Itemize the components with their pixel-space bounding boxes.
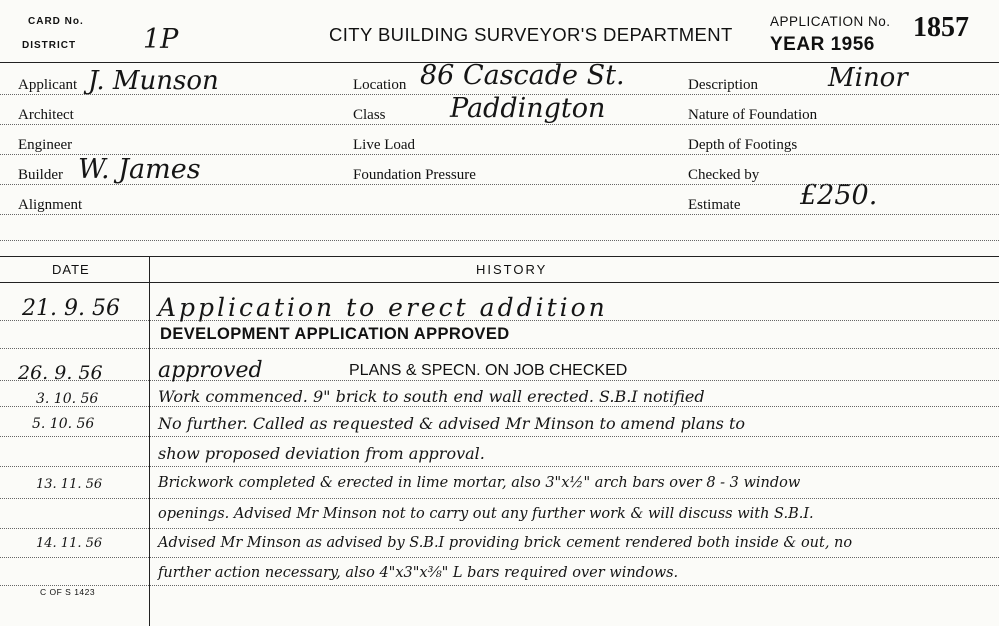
row-7-text: show proposed deviation from approval. xyxy=(158,444,485,463)
year-label: YEAR 1956 xyxy=(770,34,875,55)
description-value: Minor xyxy=(828,63,908,93)
engineer-label: Engineer xyxy=(18,137,73,153)
estimate-value: £250. xyxy=(800,180,878,211)
builder-label: Builder xyxy=(18,167,63,183)
nature-of-foundation-label: Nature of Foundation xyxy=(688,107,818,123)
applicant-label: Applicant xyxy=(18,77,78,93)
row-1-text: Application to erect addition xyxy=(158,293,608,322)
row-9-text: openings. Advised Mr Minson not to carry out any further work & will discuss with S.B.I. xyxy=(158,506,814,522)
builder-value: W. James xyxy=(78,154,201,185)
row-5-date: 3. 10. 56 xyxy=(36,391,99,407)
alignment-label: Alignment xyxy=(18,197,83,213)
date-column-header: DATE xyxy=(52,262,90,277)
row-8-date: 13. 11. 56 xyxy=(36,477,103,492)
live-load-label: Live Load xyxy=(353,137,416,153)
checked-by-label: Checked by xyxy=(688,167,760,183)
foundation-pressure-label: Foundation Pressure xyxy=(353,167,476,183)
card-no-value: 1P xyxy=(143,24,179,55)
row-8-text: Brickwork completed & erected in lime mortar, also 3"x½" arch bars over 8 - 3 window xyxy=(158,475,801,491)
row-4-text: PLANS & SPECN. ON JOB CHECKED xyxy=(349,362,628,379)
department-title: CITY BUILDING SURVEYOR'S DEPARTMENT xyxy=(329,24,733,45)
application-no-value: 1857 xyxy=(913,12,969,43)
row-6-text: No further. Called as requested & advised Mr Minson to amend plans to xyxy=(158,414,746,433)
row-2-text: DEVELOPMENT APPLICATION APPROVED xyxy=(160,325,510,343)
row-10-text: Advised Mr Minson as advised by S.B.I providing brick cement rendered both inside & out, no xyxy=(158,535,853,551)
application-no-label: APPLICATION No. xyxy=(770,14,891,29)
applicant-value: J. Munson xyxy=(88,66,219,96)
location-value: 86 Cascade St. xyxy=(420,60,625,91)
row-3-date: 26. 9. 56 xyxy=(18,362,103,384)
class-value: Paddington xyxy=(450,93,606,124)
row-6-date: 5. 10. 56 xyxy=(32,416,95,432)
history-column-header: HISTORY xyxy=(476,262,548,277)
row-3-text: approved xyxy=(158,358,263,383)
row-10-date: 14. 11. 56 xyxy=(36,536,103,551)
architect-label: Architect xyxy=(18,107,74,123)
depth-of-footings-label: Depth of Footings xyxy=(688,137,798,153)
row-11-text: further action necessary, also 4"x3"x⅜" L bars required over windows. xyxy=(158,565,679,581)
row-5-text: Work commenced. 9" brick to south end wall erected. S.B.I notified xyxy=(158,387,705,406)
form-code: C OF S 1423 xyxy=(40,587,96,597)
district-label: DISTRICT xyxy=(22,40,77,51)
row-1-date: 21. 9. 56 xyxy=(22,296,120,321)
card-no-label: CARD No. xyxy=(28,16,84,27)
description-label: Description xyxy=(688,77,758,93)
class-label: Class xyxy=(353,107,386,123)
location-label: Location xyxy=(353,77,407,93)
estimate-label: Estimate xyxy=(688,197,741,213)
